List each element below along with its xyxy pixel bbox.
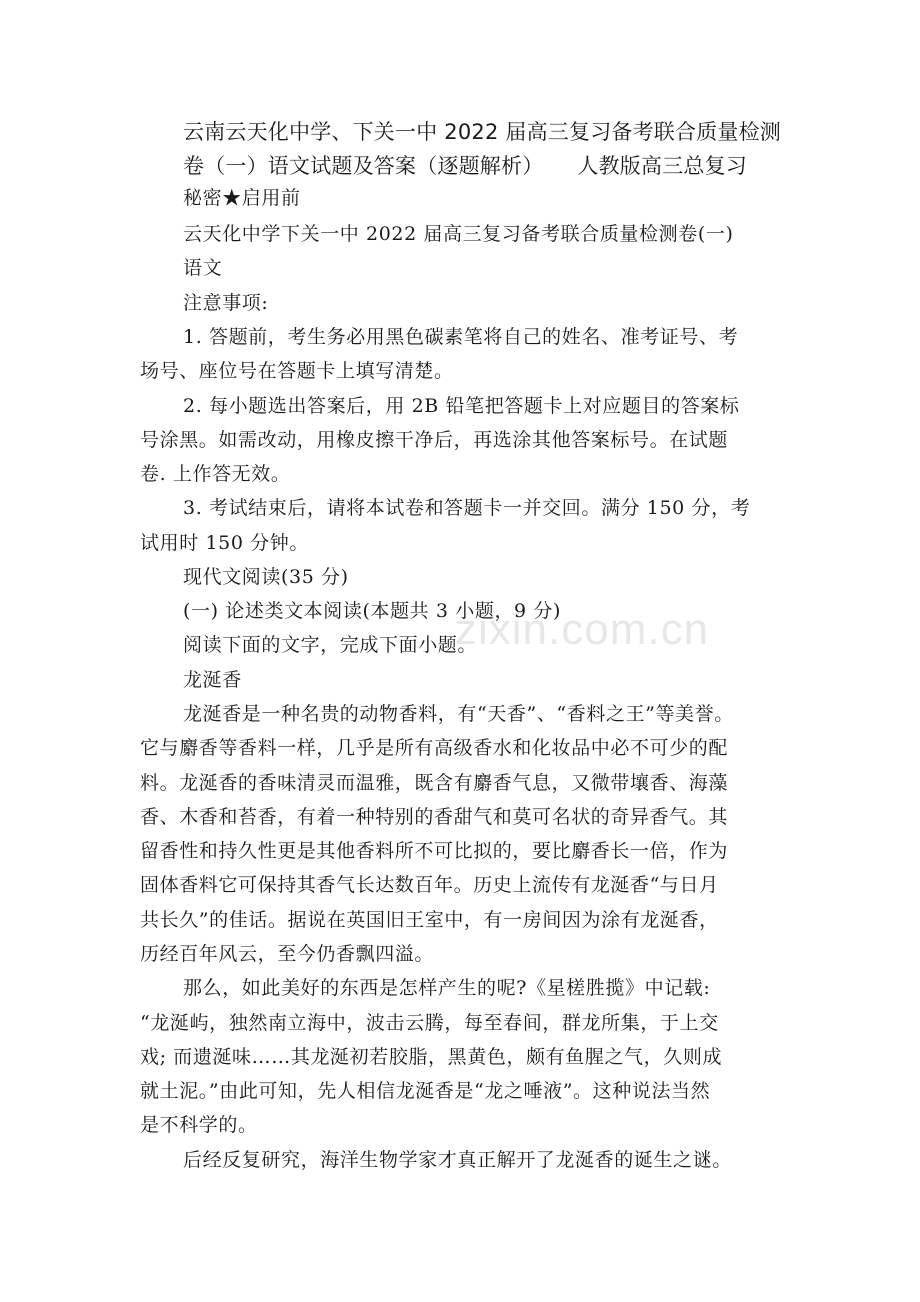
para1-line: 留香性和持久性更是其他香料所不可比拟的，要比麝香长一倍，作为: [140, 840, 729, 862]
article-title: 龙涎香: [183, 669, 242, 691]
para2-line: “龙涎屿，独然南立海中，波击云腾，每至春间，群龙所集，于上交: [140, 1012, 719, 1034]
para1-line: 香、木香和苔香，有着一种特别的香甜气和莫可名状的奇异香气。其: [140, 806, 729, 828]
document-title-part-b: 人教版高三总复习: [577, 154, 748, 178]
para1-line: 龙涎香是一种名贵的动物香料，有“天香”、“香料之王”等美誉。: [183, 703, 734, 725]
para1-line: 它与麝香等香料一样，几乎是所有高级香水和化妆品中必不可少的配: [140, 737, 729, 759]
notice-2-line-3: 卷. 上作答无效。: [140, 463, 291, 485]
notice-2-line-1: 2. 每小题选出答案后，用 2B 铅笔把答题卡上对应题目的答案标: [183, 395, 740, 417]
para2-line: 是不科学的。: [140, 1114, 258, 1136]
notice-1-line-1: 1. 答题前，考生务必用黑色碳素笔将自己的姓名、准考证号、考: [183, 326, 739, 348]
notice-1-line-2: 场号、座位号在答题卡上填写清楚。: [140, 360, 454, 382]
para1-line: 料。龙涎香的香味清灵而温雅，既含有麝香气息，又微带壤香、海藻: [140, 772, 729, 794]
para3-line: 后经反复研究，海洋生物学家才真正解开了龙涎香的诞生之谜。: [183, 1149, 732, 1171]
para1-line: 固体香料它可保持其香气长达数百年。历史上流传有龙涎香“与日月: [140, 874, 719, 896]
notice-3-line-1: 3. 考试结束后，请将本试卷和答题卡一并交回。满分 150 分，考: [183, 497, 751, 519]
document-title-line-1: 云南云天化中学、下关一中 2022 届高三复习备考联合质量检测: [183, 120, 781, 144]
notice-heading: 注意事项:: [183, 292, 269, 314]
reading-instruction: 阅读下面的文字，完成下面小题。: [183, 634, 478, 656]
document-title-part-a: 卷（一）语文试题及答案（逐题解析）: [183, 154, 544, 178]
para2-line: 就土泥。”由此可知，先人相信龙涎香是“龙之唾液”。这种说法当然: [140, 1080, 711, 1102]
document-title-line-2: [183, 151, 843, 181]
exam-name: 云天化中学下关一中 2022 届高三复习备考联合质量检测卷(一): [183, 223, 734, 245]
notice-3-line-2: 试用时 150 分钟。: [140, 532, 309, 554]
subsection-heading: (一) 论述类文本阅读(本题共 3 小题，9 分): [183, 600, 561, 622]
secret-label: 秘密★启用前: [183, 187, 301, 209]
notice-2-line-2: 号涂黑。如需改动，用橡皮擦干净后，再选涂其他答案标号。在试题: [140, 429, 729, 451]
watermark: zixin.com.cn: [455, 605, 710, 654]
subject-label: 语文: [183, 257, 223, 279]
para1-line: 共长久”的佳话。据说在英国旧王室中，有一房间因为涂有龙涎香，: [140, 909, 719, 931]
para1-line: 历经百年风云，至今仍香飘四溢。: [140, 943, 435, 965]
para2-line: 那么，如此美好的东西是怎样产生的呢?《星槎胜揽》中记载:: [183, 977, 711, 999]
para2-line: 戏; 而遗涎味……其龙涎初若胶脂，黑黄色，颇有鱼腥之气，久则成: [140, 1046, 723, 1068]
section-heading: 现代文阅读(35 分): [183, 566, 349, 588]
